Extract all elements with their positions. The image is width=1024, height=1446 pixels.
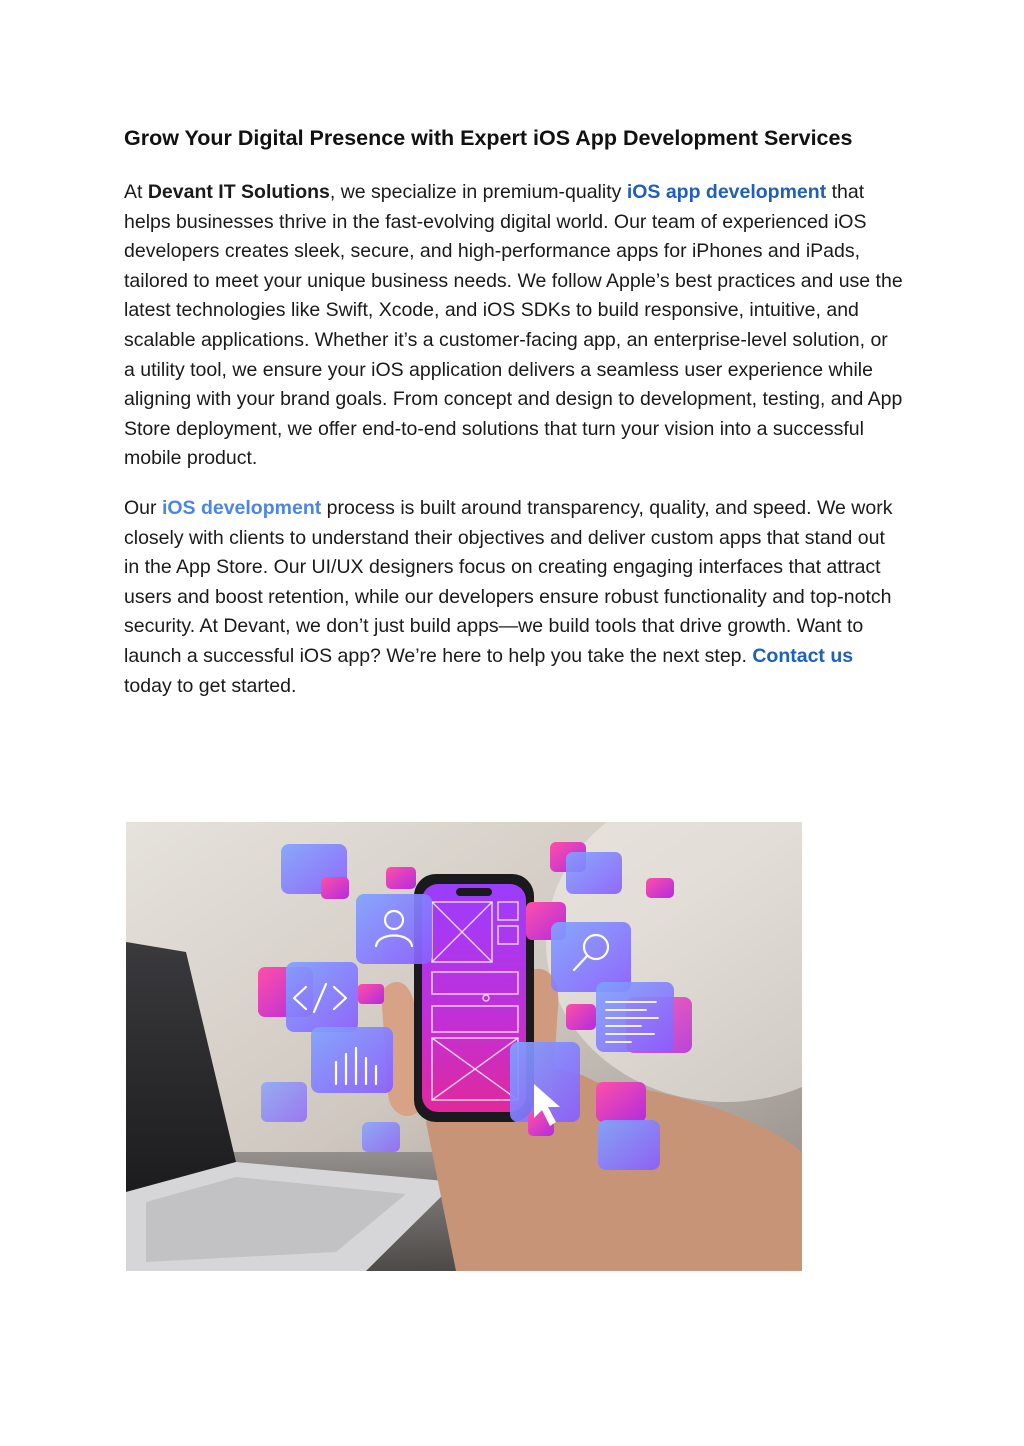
paragraph-intro <box>124 178 904 474</box>
intro-text-mid: , we specialize in premium-quality <box>329 181 627 203</box>
process-text-mid: process is built around transparency, quality, and speed. We work closely with clients to understand their objectives and deliver custom apps that stand out in the App Store. Our UI/UX designers focus on creating engaging interfaces that attract users and boost retention, while our developers ensure robust functionality and top-notch security. At Devant, we don’t just build apps—we build tools that drive growth. Want to launch a successful iOS app? We’re here to help you take the next step. <box>124 496 893 667</box>
article <box>124 122 904 701</box>
intro-text-end: that helps businesses thrive in the fast-evolving digital world. Our team of experienced iOS developers creates sleek, secure, and high-performance apps for iPhones and iPads, tailored to meet your unique business needs. We follow Apple’s best practices and use the latest technologies like Swift, Xcode, and iOS SDKs to build responsive, intuitive, and scalable applications. Whether it’s a customer-facing app, an enterprise-level solution, or a utility tool, we ensure your iOS application delivers a seamless user experience while aligning with your brand goals. From concept and design to development, testing, and App Store deployment, we offer end-to-end solutions that turn your vision into a successful mobile product. <box>124 181 903 470</box>
contact-us-link[interactable]: Contact us <box>752 644 854 667</box>
ios-development-link[interactable]: iOS development <box>161 496 322 519</box>
intro-text-start: At <box>124 181 148 203</box>
tile-code <box>286 962 358 1032</box>
process-text-start: Our <box>124 496 162 519</box>
hero-illustration <box>126 822 802 1271</box>
page-title: Grow Your Digital Presence with Expert iOS App Development Services <box>124 126 853 150</box>
process-text-end: today to get started. <box>124 674 297 697</box>
ios-app-development-link[interactable]: iOS app development <box>626 181 827 203</box>
hero-image <box>126 822 802 1271</box>
company-name: Devant IT Solutions <box>147 181 330 203</box>
tile-chart <box>311 1027 393 1093</box>
paragraph-process <box>124 494 904 701</box>
